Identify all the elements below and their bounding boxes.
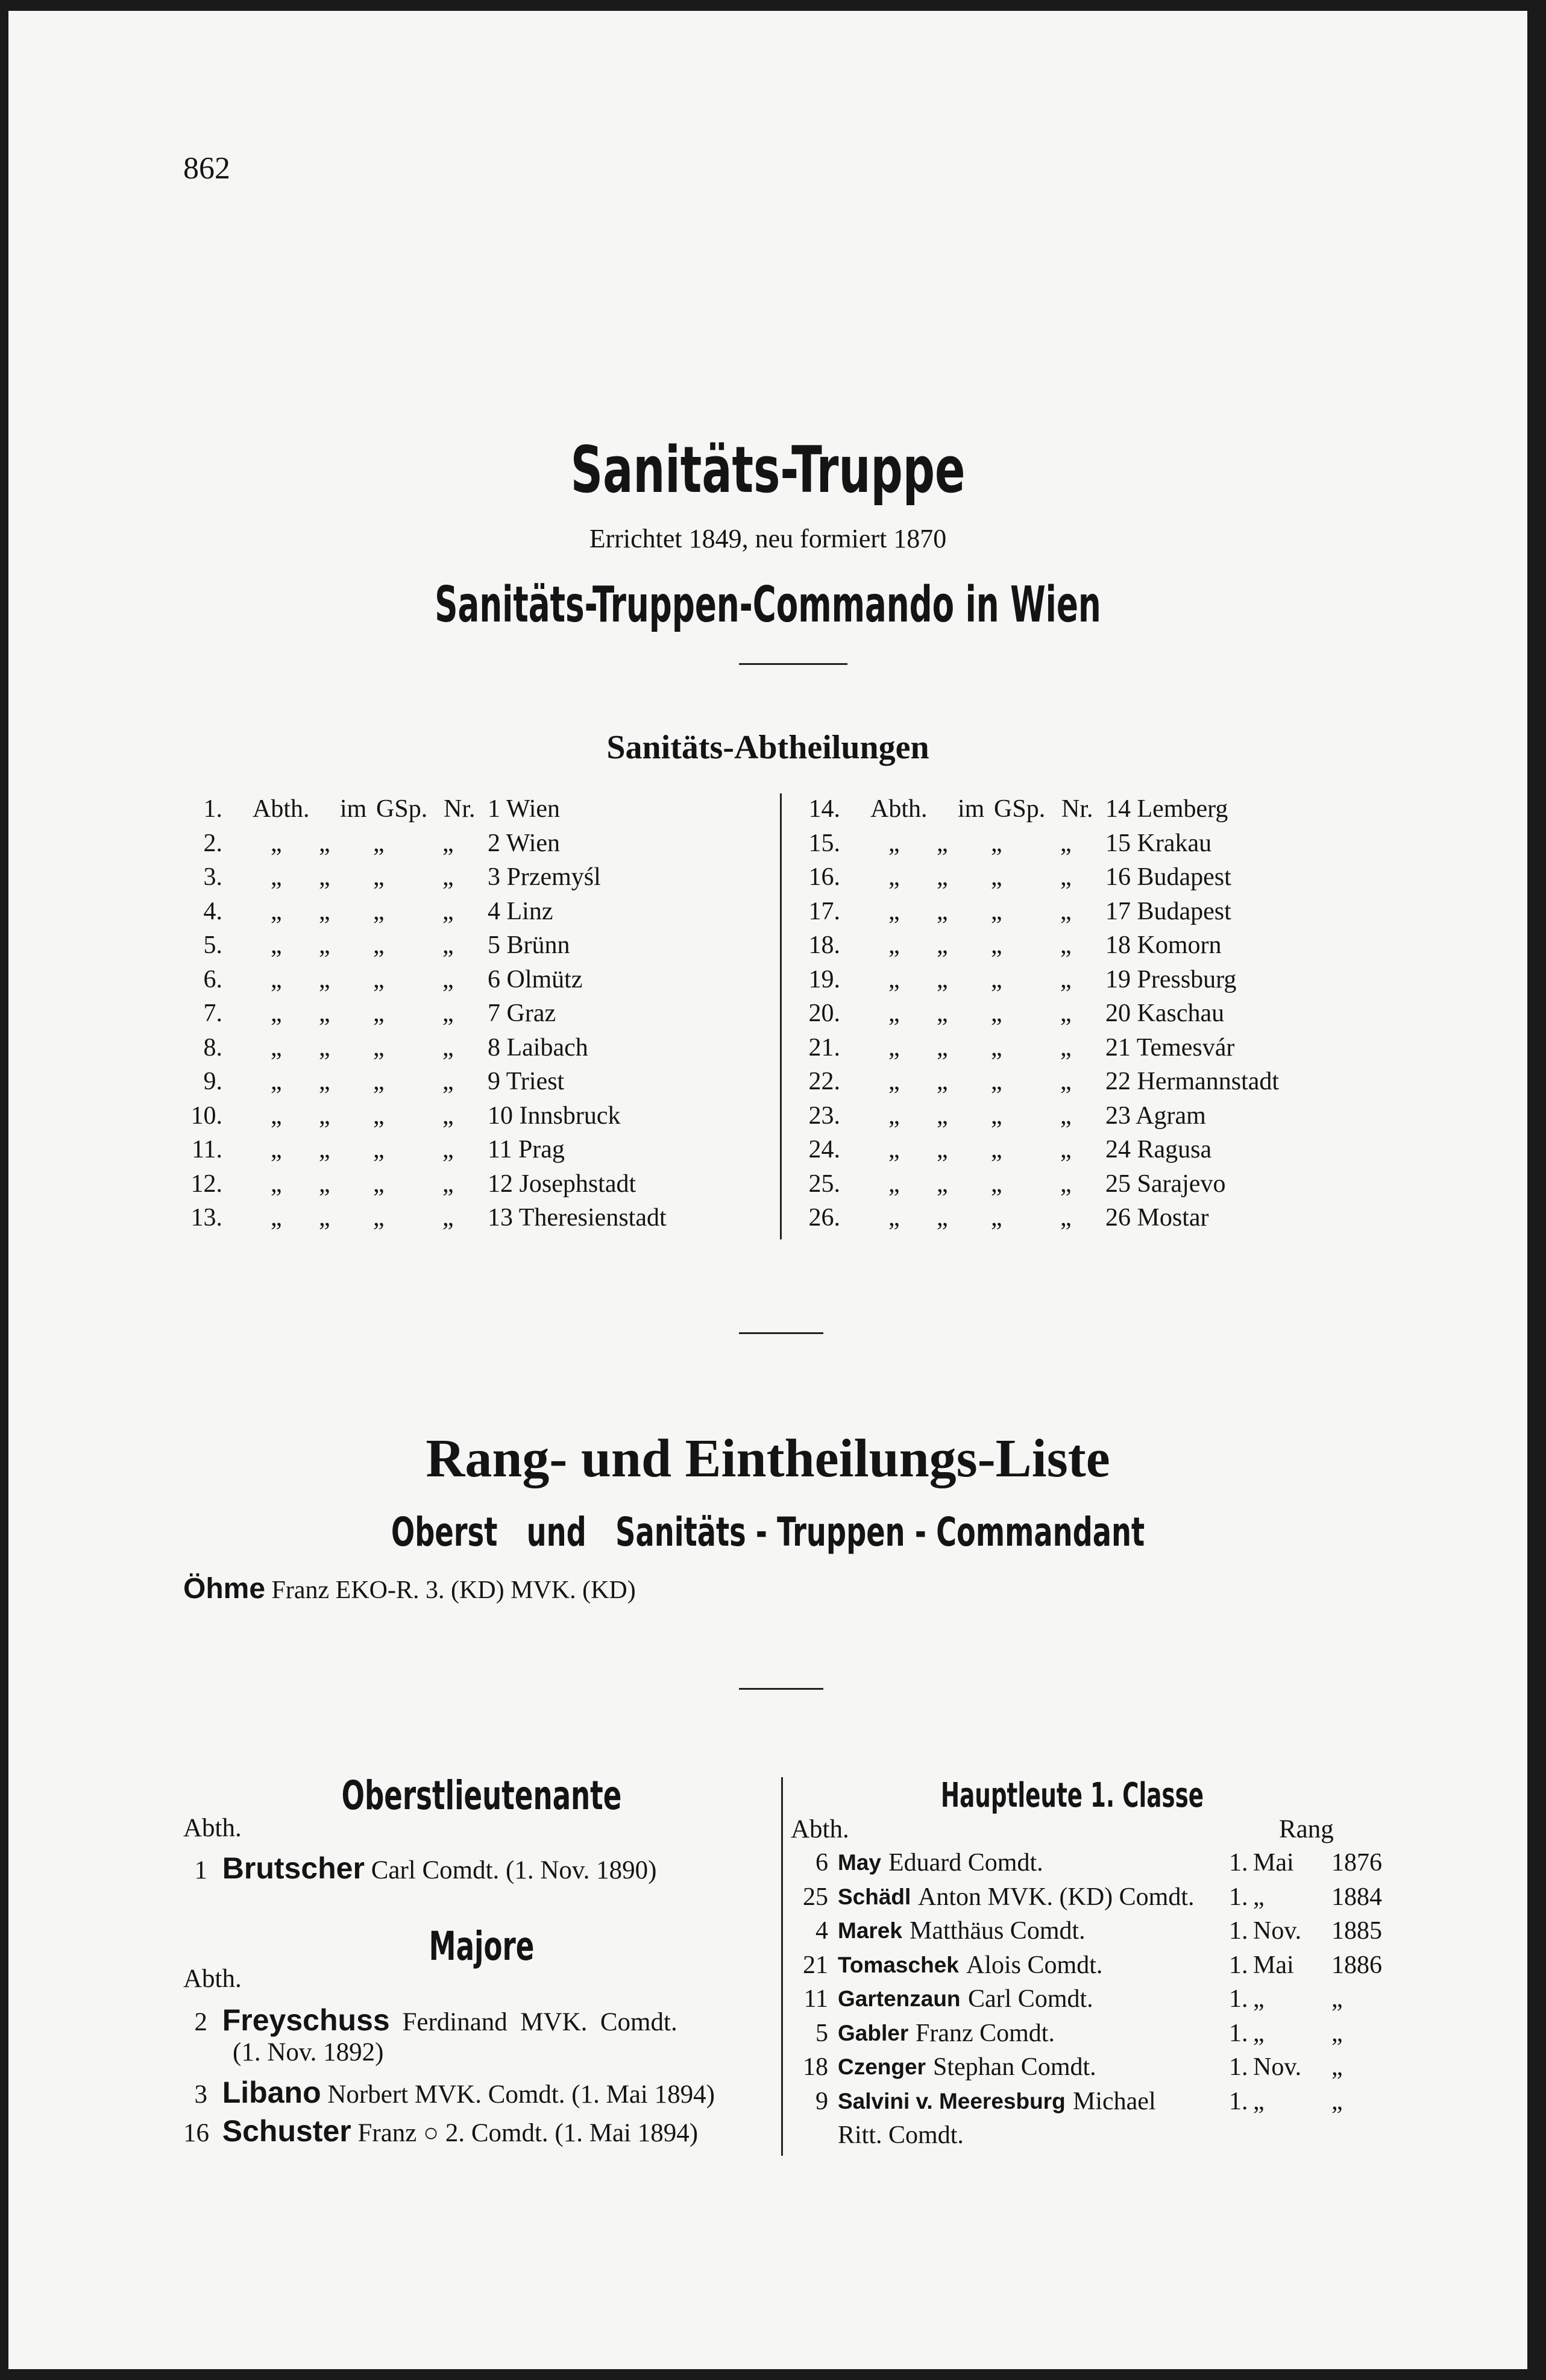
abtheilung-col: „	[888, 931, 900, 959]
column-divider	[780, 793, 782, 1239]
officer-details: Eduard Comdt.	[888, 1849, 1043, 1877]
abtheilung-number: 9.	[203, 1068, 222, 1095]
abtheilung-col: „	[888, 1000, 900, 1027]
abtheilung-col: GSp.	[376, 795, 428, 823]
abtheilung-number: 25.	[808, 1170, 840, 1198]
abtheilung-number: 4.	[203, 897, 222, 925]
abtheilung-number: 3.	[203, 863, 222, 891]
abtheilung-number: 21.	[808, 1033, 840, 1062]
abtheilung-col: „	[991, 1068, 1002, 1095]
abtheilung-number: 6.	[203, 965, 222, 993]
officer-details-cont: Ritt. Comdt.	[838, 2121, 964, 2149]
abtheilung-number: 22.	[808, 1068, 840, 1095]
abtheilung-col: „	[319, 965, 330, 993]
abtheilung-col: „	[937, 965, 948, 993]
abtheilung-col: „	[888, 1204, 900, 1232]
abtheilung-col: im	[340, 795, 367, 823]
abtheilung-col: „	[1060, 1170, 1072, 1198]
rang-year: „	[1331, 1985, 1343, 2013]
page	[8, 11, 1527, 2369]
abtheilung-col: „	[991, 1101, 1002, 1130]
rang-year: 1885	[1331, 1917, 1382, 1945]
rang-month: Nov.	[1253, 2053, 1302, 2081]
abtheilung-col: „	[373, 863, 385, 891]
abtheilung-col: „	[888, 965, 900, 993]
abtheilung-col: „	[937, 1068, 948, 1095]
abtheilung-number: 26.	[808, 1204, 840, 1232]
abtheilung-col: „	[271, 1170, 282, 1198]
abtheilung-col: „	[1060, 863, 1072, 891]
rang-month: „	[1253, 1985, 1265, 2013]
abtheilung-number: 12.	[190, 1170, 222, 1198]
abtheilung-col: „	[442, 829, 454, 857]
abtheilung-col: „	[937, 1101, 948, 1130]
abtheilung-col: „	[937, 1033, 948, 1062]
unit-garrison: 17 Budapest	[1105, 897, 1231, 925]
major-entry	[183, 2114, 698, 2149]
abtheilung-col: Nr.	[1061, 795, 1093, 823]
abth-number: 5	[815, 2019, 828, 2047]
officer-details: Michael	[1073, 2087, 1156, 2115]
abtheilung-number: 2.	[203, 829, 222, 857]
abtheilung-col: „	[271, 1136, 282, 1163]
unit-garrison: 15 Krakau	[1105, 829, 1212, 857]
abtheilung-col: „	[888, 1033, 900, 1062]
officer-details: Franz Comdt.	[916, 2019, 1055, 2047]
officer-details: Stephan Comdt.	[933, 2053, 1096, 2081]
abtheilung-col: „	[373, 1170, 385, 1198]
abtheilung-col: „	[373, 1101, 385, 1130]
abtheilung-col: „	[1060, 1136, 1072, 1163]
abtheilung-col: „	[373, 897, 385, 925]
abtheilung-col: „	[888, 863, 900, 891]
abtheilung-col: „	[373, 1204, 385, 1232]
rang-liste-title: Rang- und Eintheilungs-Liste	[426, 1429, 1110, 1488]
officer-name: Gabler	[838, 2020, 909, 2045]
rang-month: Mai	[1253, 1849, 1294, 1877]
unit-garrison: 3 Przemyśl	[488, 863, 601, 891]
column-divider	[781, 1777, 783, 2156]
rang-year: 1886	[1331, 1951, 1382, 1979]
abtheilung-col: „	[888, 1068, 900, 1095]
abtheilung-col: „	[937, 1170, 948, 1198]
officer-details: Franz ○ 2. Comdt. (1. Mai 1894)	[357, 2119, 699, 2147]
rang-day: 1.	[1229, 2053, 1248, 2081]
abtheilung-col: „	[442, 965, 454, 993]
divider	[739, 663, 847, 665]
divider	[739, 1332, 823, 1334]
abtheilung-col: „	[319, 897, 330, 925]
abtheilung-col: „	[442, 897, 454, 925]
abtheilung-col: „	[1060, 1101, 1072, 1130]
abtheilung-col: „	[888, 1136, 900, 1163]
abtheilung-col: „	[442, 1068, 454, 1095]
abtheilung-col: „	[1060, 897, 1072, 925]
abtheilung-number: 10.	[190, 1101, 222, 1130]
abtheilung-col: „	[319, 829, 330, 857]
unit-garrison: 5 Brünn	[488, 931, 570, 959]
majore-heading: Majore	[429, 1923, 535, 1969]
abtheilung-col: „	[442, 1033, 454, 1062]
rang-day: 1.	[1229, 2019, 1248, 2047]
abtheilung-col: „	[937, 1204, 948, 1232]
abtheilung-number: 16.	[808, 863, 840, 891]
rang-month: Nov.	[1253, 1917, 1302, 1945]
abth-number: 25	[803, 1883, 828, 1911]
abtheilung-col: „	[319, 1033, 330, 1062]
abtheilung-col: „	[888, 897, 900, 925]
abtheilung-col: „	[937, 1000, 948, 1027]
abtheilung-col: „	[937, 829, 948, 857]
officer-details: Ferdinand MVK. Comdt.	[402, 2008, 677, 2036]
abtheilung-col: „	[442, 863, 454, 891]
abtheilung-col: „	[271, 965, 282, 993]
officer-details: Anton MVK. (KD) Comdt.	[918, 1883, 1195, 1911]
officer-name: Salvini v. Meeresburg	[838, 2088, 1066, 2114]
abtheilung-col: im	[958, 795, 985, 823]
unit-garrison: 22 Hermannstadt	[1105, 1068, 1280, 1095]
unit-garrison: 2 Wien	[488, 829, 561, 857]
officer-name: Gartenzaun	[838, 1986, 961, 2011]
page-number: 862	[183, 151, 230, 186]
abtheilung-col: „	[991, 897, 1002, 925]
abtheilung-col: „	[991, 829, 1002, 857]
abtheilung-col: „	[991, 965, 1002, 993]
abtheilung-col: „	[373, 1033, 385, 1062]
abtheilung-number: 24.	[808, 1136, 840, 1163]
abtheilung-number: 20.	[808, 1000, 840, 1027]
abtheilung-col: „	[319, 1170, 330, 1198]
rang-year: „	[1331, 2087, 1343, 2115]
abtheilung-col: „	[937, 931, 948, 959]
officer-name: Schädl	[838, 1884, 911, 1909]
abtheilung-col: „	[1060, 965, 1072, 993]
oberst-details: Franz EKO-R. 3. (KD) MVK. (KD)	[271, 1576, 636, 1604]
abtheilung-col: „	[991, 1033, 1002, 1062]
unit-garrison: 20 Kaschau	[1105, 1000, 1225, 1027]
abtheilung-number: 13.	[190, 1204, 222, 1232]
abtheilung-col: „	[991, 863, 1002, 891]
abtheilung-col: „	[991, 1136, 1002, 1163]
abth-number: 11	[803, 1985, 828, 2013]
unit-garrison: 23 Agram	[1105, 1101, 1206, 1130]
abth-label: Abth.	[791, 1815, 849, 1843]
abtheilung-number: 11.	[192, 1136, 222, 1163]
rang-day: 1.	[1229, 1951, 1248, 1979]
abtheilung-col: „	[319, 931, 330, 959]
unit-garrison: 8 Laibach	[488, 1033, 588, 1062]
abtheilung-col: „	[442, 931, 454, 959]
divider	[739, 1688, 823, 1690]
abtheilung-col: „	[319, 1101, 330, 1130]
abtheilung-col: Abth.	[253, 795, 310, 823]
abtheilung-col: „	[1060, 1000, 1072, 1027]
abtheilung-col: „	[319, 863, 330, 891]
officer-name: May	[838, 1850, 881, 1875]
abtheilung-col: „	[271, 1204, 282, 1232]
rang-year: 1876	[1331, 1849, 1382, 1877]
rang-month: „	[1253, 1883, 1265, 1911]
unit-garrison: 16 Budapest	[1105, 863, 1231, 891]
abtheilung-col: „	[373, 1136, 385, 1163]
abtheilung-col: „	[442, 1170, 454, 1198]
abtheilung-col: „	[1060, 1033, 1072, 1062]
rang-day: 1.	[1229, 1849, 1248, 1877]
unit-garrison: 25 Sarajevo	[1105, 1170, 1226, 1198]
officer-details: Carl Comdt. (1. Nov. 1890)	[371, 1856, 657, 1884]
abtheilung-col: „	[373, 965, 385, 993]
abth-number: 1	[194, 1856, 207, 1884]
abtheilung-col: Abth.	[870, 795, 928, 823]
officer-name: Libano	[222, 2076, 321, 2109]
founding-subtitle: Errichtet 1849, neu formiert 1870	[589, 524, 947, 553]
abtheilung-col: „	[888, 1101, 900, 1130]
rang-month: „	[1253, 2019, 1265, 2047]
abth-number: 18	[803, 2053, 828, 2081]
unit-garrison: 14 Lemberg	[1105, 795, 1228, 823]
abtheilung-col: „	[442, 1136, 454, 1163]
hauptleute-heading: Hauptleute 1. Classe	[940, 1776, 1204, 1815]
abtheilung-number: 23.	[808, 1101, 840, 1130]
officer-name: Tomaschek	[838, 1952, 959, 1977]
abtheilung-number: 14.	[808, 795, 840, 823]
rang-day: 1.	[1229, 2087, 1248, 2115]
abtheilung-col: „	[271, 1000, 282, 1027]
rang-day: 1.	[1229, 1917, 1248, 1945]
abtheilung-col: „	[319, 1136, 330, 1163]
abtheilung-number: 8.	[203, 1033, 222, 1062]
abtheilung-col: „	[319, 1000, 330, 1027]
unit-garrison: 9 Triest	[488, 1068, 565, 1095]
abtheilung-col: „	[373, 829, 385, 857]
rang-day: 1.	[1229, 1883, 1248, 1911]
oberst-name: Öhme	[183, 1573, 266, 1605]
oberstlieutenant-entry	[183, 1851, 656, 1886]
abtheilung-col: „	[442, 1000, 454, 1027]
officer-details: Alois Comdt.	[966, 1951, 1103, 1979]
abtheilung-number: 5.	[203, 931, 222, 959]
abtheilung-col: „	[991, 1000, 1002, 1027]
abth-number: 2	[194, 2008, 207, 2036]
unit-garrison: 6 Olmütz	[488, 965, 583, 993]
abtheilung-number: 1.	[203, 795, 222, 823]
abth-number: 4	[815, 1917, 828, 1945]
abth-label: Abth.	[183, 1814, 242, 1842]
abtheilung-col: „	[319, 1068, 330, 1095]
page-title: Sanitäts-Truppe	[570, 433, 966, 507]
rang-month: „	[1253, 2087, 1265, 2115]
unit-garrison: 7 Graz	[488, 1000, 556, 1027]
unit-garrison: 24 Ragusa	[1105, 1136, 1212, 1163]
officer-details: Norbert MVK. Comdt. (1. Mai 1894)	[327, 2080, 715, 2109]
abtheilung-col: GSp.	[994, 795, 1046, 823]
officer-name: Schuster	[222, 2114, 351, 2148]
unit-garrison: 4 Linz	[488, 897, 553, 925]
rang-year: 1884	[1331, 1883, 1382, 1911]
abtheilung-number: 17.	[808, 897, 840, 925]
unit-garrison: 11 Prag	[488, 1136, 565, 1163]
abtheilung-col: „	[937, 863, 948, 891]
abtheilung-col: „	[271, 863, 282, 891]
major-entry	[183, 2003, 677, 2038]
unit-garrison: 12 Josephstadt	[488, 1170, 636, 1198]
unit-garrison: 10 Innsbruck	[488, 1101, 621, 1130]
abtheilung-col: „	[1060, 1204, 1072, 1232]
abtheilung-number: 18.	[808, 931, 840, 959]
abtheilung-col: „	[271, 829, 282, 857]
officer-name: Marek	[838, 1918, 902, 1943]
abtheilung-number: 7.	[203, 1000, 222, 1027]
abtheilung-col: „	[1060, 931, 1072, 959]
abtheilung-col: „	[937, 1136, 948, 1163]
officer-details: Carl Comdt.	[968, 1985, 1093, 2013]
officer-name: Czenger	[838, 2054, 926, 2079]
abtheilung-col: „	[1060, 1068, 1072, 1095]
abtheilung-number: 15.	[808, 829, 840, 857]
oberstlieutenante-heading: Oberstlieutenante	[341, 1772, 622, 1819]
abtheilung-col: „	[373, 1068, 385, 1095]
abtheilung-col: „	[888, 829, 900, 857]
abtheilung-col: „	[271, 1068, 282, 1095]
abtheilung-col: „	[991, 1204, 1002, 1232]
abtheilung-col: „	[271, 897, 282, 925]
officer-name: Freyschuss	[222, 2003, 390, 2037]
officer-name: Brutscher	[222, 1851, 365, 1885]
abtheilung-col: „	[319, 1204, 330, 1232]
abth-label: Abth.	[183, 1965, 242, 1993]
abtheilung-col: „	[271, 1033, 282, 1062]
section-title: Sanitäts-Abtheilungen	[606, 729, 929, 766]
abth-number: 16	[183, 2119, 209, 2147]
oberst-entry	[183, 1572, 636, 1605]
abtheilung-col: „	[442, 1101, 454, 1130]
rang-month: Mai	[1253, 1951, 1294, 1979]
officer-details-cont: (1. Nov. 1892)	[233, 2038, 384, 2067]
abtheilung-col: „	[442, 1204, 454, 1232]
rang-label: Rang	[1279, 1815, 1334, 1843]
abtheilung-col: „	[373, 1000, 385, 1027]
abtheilung-col: „	[271, 931, 282, 959]
unit-garrison: 21 Temesvár	[1105, 1033, 1235, 1062]
rang-year: „	[1331, 2053, 1343, 2081]
major-entry	[183, 2075, 715, 2110]
abtheilung-col: Nr.	[444, 795, 476, 823]
unit-garrison: 26 Mostar	[1105, 1204, 1209, 1232]
unit-garrison: 13 Theresienstadt	[488, 1204, 667, 1232]
unit-garrison: 19 Pressburg	[1105, 965, 1237, 993]
rang-day: 1.	[1229, 1985, 1248, 2013]
abth-number: 21	[803, 1951, 828, 1979]
abtheilung-col: „	[991, 1170, 1002, 1198]
officer-details: Matthäus Comdt.	[910, 1917, 1086, 1945]
abth-number: 6	[815, 1849, 828, 1877]
abtheilung-number: 19.	[808, 965, 840, 993]
abth-number: 3	[194, 2080, 207, 2109]
abth-number: 9	[815, 2087, 828, 2115]
abtheilung-col: „	[991, 931, 1002, 959]
abtheilung-col: „	[271, 1101, 282, 1130]
abtheilung-col: „	[373, 931, 385, 959]
rang-year: „	[1331, 2019, 1343, 2047]
abtheilung-col: „	[937, 897, 948, 925]
unit-garrison: 1 Wien	[488, 795, 561, 823]
command-title: Sanitäts-Truppen-Commando in Wien	[435, 576, 1101, 634]
oberst-title: Oberst und Sanitäts - Truppen - Commandant	[391, 1509, 1145, 1555]
unit-garrison: 18 Komorn	[1105, 931, 1222, 959]
abtheilung-col: „	[1060, 829, 1072, 857]
abtheilung-col: „	[888, 1170, 900, 1198]
